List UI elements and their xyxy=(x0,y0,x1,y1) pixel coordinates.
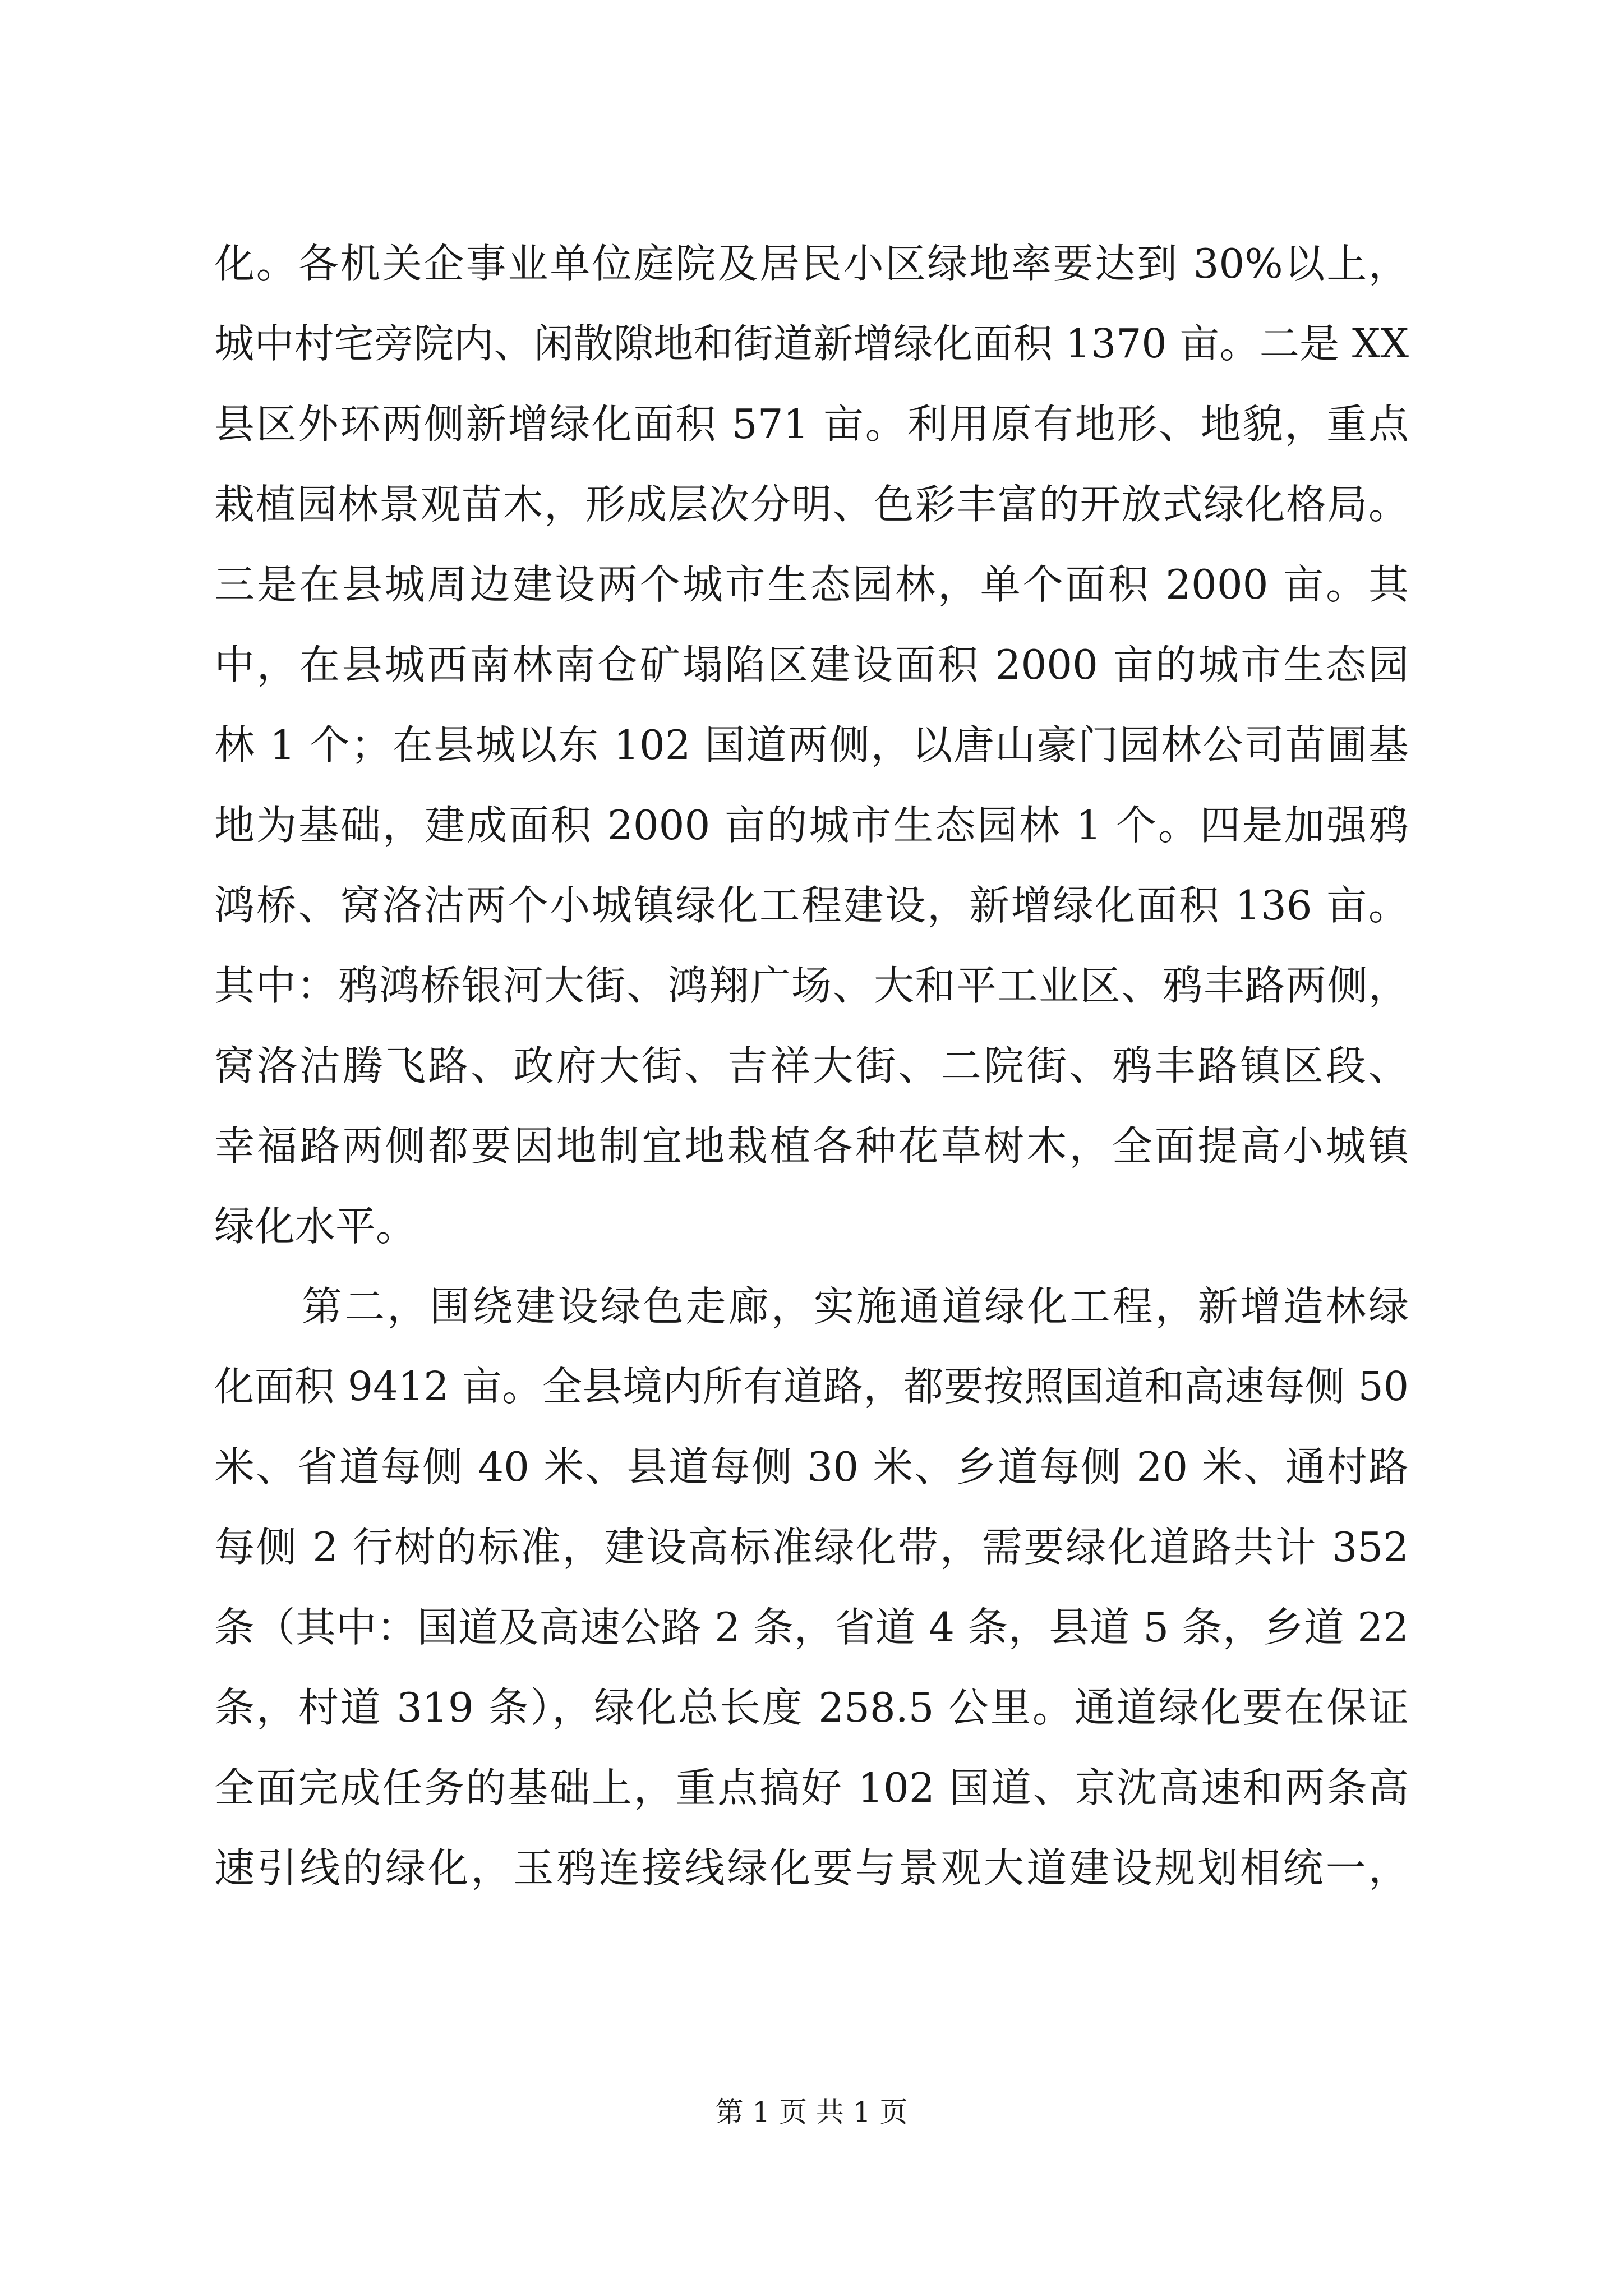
paragraph-line: 中，在县城西南林南仓矿塌陷区建设面积 2000 亩的城市生态园 xyxy=(214,641,1409,688)
paragraph-line: 米、省道每侧 40 米、县道每侧 30 米、乡道每侧 20 米、通村路 xyxy=(214,1443,1409,1490)
paragraph-line: 每侧 2 行树的标准，建设高标准绿化带，需要绿化道路共计 352 xyxy=(214,1524,1409,1571)
paragraph-line: 速引线的绿化，玉鸦连接线绿化要与景观大道建设规划相统一， xyxy=(214,1844,1409,1892)
paragraph-line: 全面完成任务的基础上，重点搞好 102 国道、京沈高速和两条高 xyxy=(214,1764,1409,1811)
paragraph-line: 林 1 个；在县城以东 102 国道两侧，以唐山豪门园林公司苗圃基 xyxy=(214,721,1409,769)
paragraph-line: 县区外环两侧新增绿化面积 571 亩。利用原有地形、地貌，重点 xyxy=(214,401,1409,448)
paragraph-line: 条（其中：国道及高速公路 2 条，省道 4 条，县道 5 条，乡道 22 xyxy=(214,1604,1409,1651)
paragraph-line: 化。各机关企事业单位庭院及居民小区绿地率要达到 30%以上， xyxy=(214,240,1409,287)
paragraph-line: 化面积 9412 亩。全县境内所有道路，都要按照国道和高速每侧 50 xyxy=(214,1363,1409,1410)
paragraph-line: 地为基础，建成面积 2000 亩的城市生态园林 1 个。四是加强鸦 xyxy=(214,802,1409,849)
page-number-footer: 第 1 页 共 1 页 xyxy=(715,2096,908,2128)
paragraph-line: 绿化水平。 xyxy=(214,1203,417,1250)
paragraph-line: 城中村宅旁院内、闲散隙地和街道新增绿化面积 1370 亩。二是 XX xyxy=(214,320,1409,367)
paragraph-line: 鸿桥、窝洛沽两个小城镇绿化工程建设，新增绿化面积 136 亩。 xyxy=(214,882,1409,929)
paragraph-line: 第二，围绕建设绿色走廊，实施通道绿化工程，新增造林绿 xyxy=(302,1283,1409,1330)
paragraph-line: 栽植园林景观苗木，形成层次分明、色彩丰富的开放式绿化格局。 xyxy=(214,481,1409,528)
paragraph-line: 幸福路两侧都要因地制宜地栽植各种花草树木，全面提高小城镇 xyxy=(214,1122,1409,1170)
paragraph-line: 窝洛沽腾飞路、政府大街、吉祥大街、二院街、鸦丰路镇区段、 xyxy=(214,1042,1409,1089)
paragraph-line: 其中：鸦鸿桥银河大街、鸿翔广场、大和平工业区、鸦丰路两侧， xyxy=(214,962,1409,1009)
paragraph-line: 条，村道 319 条），绿化总长度 258.5 公里。通道绿化要在保证 xyxy=(214,1684,1409,1731)
paragraph-line: 三是在县城周边建设两个城市生态园林，单个面积 2000 亩。其 xyxy=(214,561,1409,608)
